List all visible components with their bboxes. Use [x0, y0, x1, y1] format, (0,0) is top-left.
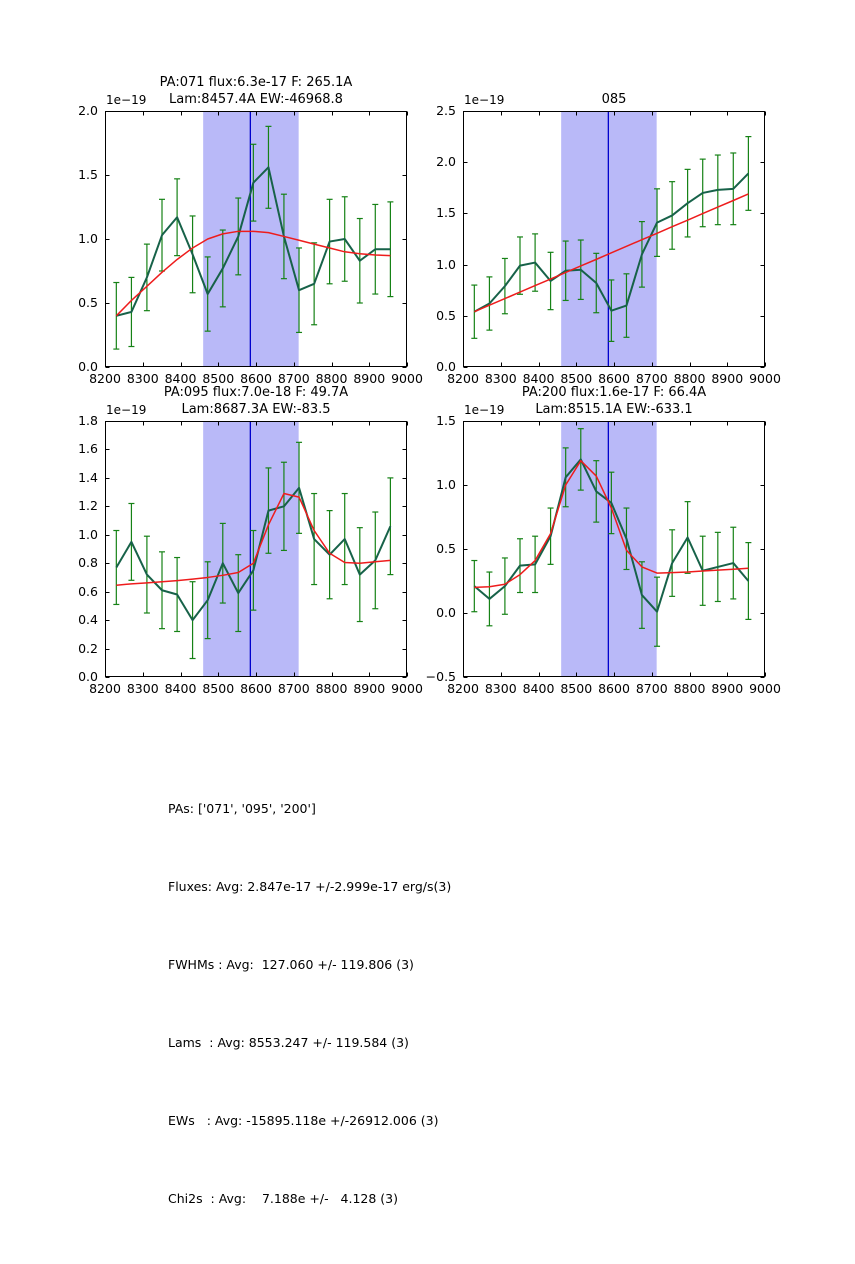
x-tick-label: 8400 [164, 681, 197, 696]
y-tick-label: 1.6 [78, 441, 98, 457]
y-tick-label: 0.2 [78, 640, 98, 656]
x-tick-label: 8500 [560, 371, 593, 386]
x-tick-label: 8600 [240, 681, 272, 696]
y-axis-offset-label: 1e−19 [106, 403, 147, 417]
x-tick-label: 8700 [635, 681, 668, 696]
x-tick-label: 8300 [126, 681, 159, 696]
y-tick-label: 0.4 [78, 612, 98, 628]
subplot-085 [436, 92, 781, 386]
subplot-pa071 [78, 75, 423, 386]
plot-title-line: 085 [601, 92, 627, 107]
y-tick-label: 1.0 [436, 256, 456, 272]
x-tick-label: 9000 [749, 371, 781, 386]
y-tick-label: 1.5 [436, 413, 456, 428]
plot-title-line: PA:071 flux:6.3e-17 F: 265.1A [159, 75, 353, 90]
y-tick-label: 2.5 [436, 103, 456, 118]
summary-fluxes: Fluxes: Avg: 2.847e-17 +/-2.999e-17 erg/s(3) [168, 879, 452, 894]
y-tick-label: 2.0 [78, 103, 98, 118]
x-tick-label: 8900 [353, 371, 386, 386]
x-tick-label: 8200 [447, 681, 479, 696]
x-tick-label: 8700 [635, 371, 668, 386]
plot-area-pa095 [105, 421, 407, 677]
y-axis-offset-label: 1e−19 [464, 93, 505, 107]
x-tick-label: 8600 [598, 681, 630, 696]
y-axis-offset-label: 1e−19 [464, 403, 505, 417]
x-tick-label: 9000 [391, 371, 423, 386]
y-tick-label: 0.0 [78, 359, 98, 374]
y-tick-label: 1.2 [78, 498, 98, 514]
x-tick-label: 8700 [277, 371, 310, 386]
y-tick-label: 0.5 [78, 295, 98, 310]
summary-ews: EWs : Avg: -15895.118e +/-26912.006 (3) [168, 1113, 439, 1128]
x-tick-label: 8200 [89, 371, 121, 386]
x-tick-label: 8800 [673, 371, 706, 386]
y-tick-label: −0.5 [425, 669, 456, 684]
x-tick-label: 8200 [89, 681, 121, 696]
x-tick-label: 8400 [522, 681, 555, 696]
x-tick-label: 8800 [673, 681, 706, 696]
plot-title-line: Lam:8515.1A EW:-633.1 [535, 402, 693, 417]
x-tick-label: 8900 [711, 681, 744, 696]
summary-lams: Lams : Avg: 8553.247 +/- 119.584 (3) [168, 1035, 409, 1050]
y-tick-label: 0.5 [436, 307, 456, 323]
summary-fwhms: FWHMs : Avg: 127.060 +/- 119.806 (3) [168, 957, 414, 972]
plot-title-line: Lam:8687.3A EW:-83.5 [181, 402, 331, 417]
y-tick-label: 1.4 [78, 469, 98, 485]
x-tick-label: 8400 [164, 371, 197, 386]
x-tick-label: 8500 [202, 371, 235, 386]
y-tick-label: 0.5 [436, 541, 456, 556]
summary-chi2s: Chi2s : Avg: 7.188e +/- 4.128 (3) [168, 1191, 399, 1206]
y-tick-label: 1.0 [78, 231, 98, 246]
y-tick-label: 1.0 [78, 526, 98, 542]
x-tick-label: 8800 [315, 681, 348, 696]
plot-title-085 [373, 91, 855, 108]
x-tick-label: 8800 [315, 371, 348, 386]
plot-title-line: Lam:8457.4A EW:-46968.8 [169, 92, 343, 107]
y-tick-label: 1.5 [78, 167, 98, 182]
subplot-pa095 [78, 385, 423, 696]
summary-text-block [168, 744, 451, 1264]
x-tick-label: 8300 [126, 371, 159, 386]
y-tick-label: 1.8 [78, 413, 98, 428]
plot-title-line: PA:200 flux:1.6e-17 F: 66.4A [521, 385, 707, 400]
x-tick-label: 8500 [202, 681, 235, 696]
plot-title-pa200 [373, 384, 855, 418]
x-tick-label: 8600 [598, 371, 630, 386]
y-tick-label: 0.0 [436, 605, 456, 620]
y-tick-label: 0.0 [436, 359, 456, 374]
x-tick-label: 8300 [484, 371, 517, 386]
x-tick-label: 8700 [277, 681, 310, 696]
y-axis-offset-label: 1e−19 [106, 93, 147, 107]
x-tick-label: 9000 [749, 681, 781, 696]
x-tick-label: 8900 [711, 371, 744, 386]
x-tick-label: 8200 [447, 371, 479, 386]
summary-pas: PAs: ['071', '095', '200'] [168, 801, 316, 816]
plot-area-pa200 [463, 421, 765, 677]
plot-title-line: PA:095 flux:7.0e-18 F: 49.7A [163, 385, 349, 400]
x-tick-label: 8900 [353, 681, 386, 696]
y-tick-label: 0.6 [78, 583, 98, 599]
plot-area-pa071 [105, 111, 407, 367]
y-tick-label: 1.0 [436, 477, 456, 492]
x-tick-label: 8500 [560, 681, 593, 696]
subplot-pa200 [425, 385, 781, 696]
y-tick-label: 1.5 [436, 205, 456, 221]
y-tick-label: 0.8 [78, 555, 98, 571]
x-tick-label: 8300 [484, 681, 517, 696]
x-tick-label: 9000 [391, 681, 423, 696]
y-tick-label: 0.0 [78, 669, 98, 684]
x-tick-label: 8600 [240, 371, 272, 386]
plot-area-085 [463, 111, 765, 367]
x-tick-label: 8400 [522, 371, 555, 386]
y-tick-label: 2.0 [436, 154, 456, 170]
